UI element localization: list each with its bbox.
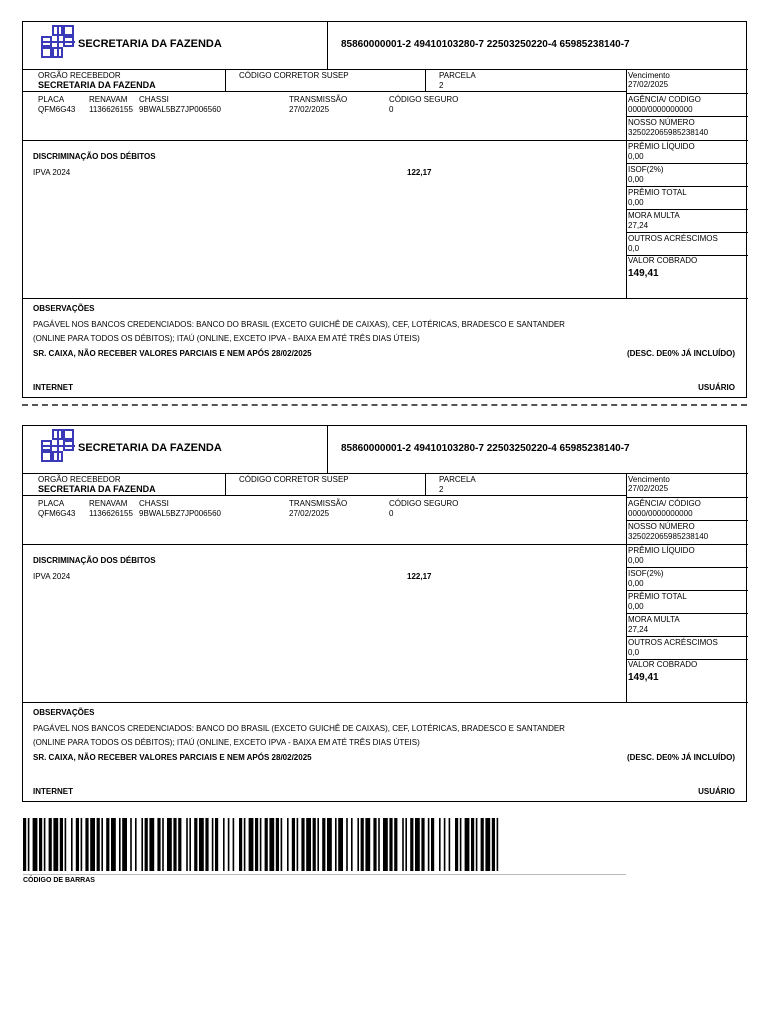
barcode-bar <box>255 818 258 871</box>
chassi-value: 9BWAL5BZ7JP006560 <box>139 509 221 518</box>
barcode-bar <box>365 818 370 871</box>
barcode-bar <box>378 818 380 871</box>
barcode-bar <box>44 818 46 871</box>
valor-cobrado-value: 149,41 <box>628 268 659 279</box>
barcode-bar <box>167 818 172 871</box>
barcode-bar <box>449 818 451 871</box>
debitos-item-label: IPVA 2024 <box>33 572 71 581</box>
observacoes-line-2: (ONLINE PARA TODOS OS DÉBITOS); ITAÚ (ONLINE, EXCETO IPVA - BAIXA EM ATÉ TRÊS DIAS ÚTEIS) <box>33 738 420 747</box>
barcode-image <box>23 818 503 871</box>
placa-label: PLACA <box>38 95 65 104</box>
usuario-label: USUÁRIO <box>698 787 735 796</box>
barcode-bar <box>141 818 143 871</box>
barcode-bar <box>53 818 58 871</box>
orgao-label: ORGÃO RECEBEDOR <box>38 71 121 80</box>
isof-value: 0,00 <box>628 175 644 184</box>
barcode-bar <box>249 818 254 871</box>
desconto-note: (DESC. DE0% JÁ INCLUÍDO) <box>626 349 735 358</box>
barcode-bar <box>351 818 353 871</box>
barcode-bar <box>90 818 95 871</box>
barcode-bar <box>405 818 407 871</box>
payment-slip-2 <box>22 425 747 802</box>
observacoes-line-1: PAGÁVEL NOS BANCOS CREDENCIADOS: BANCO DO BRASIL (EXCETO GUICHÊ DE CAIXAS), CEF, LOTÉRICAS, BRADESCO E SANTANDER <box>33 320 565 329</box>
vencimento-value: 27/02/2025 <box>628 484 669 493</box>
premio-liquido-value: 0,00 <box>628 152 644 161</box>
isof-label: ISOF(2%) <box>628 569 664 578</box>
barcode-bar <box>492 818 495 871</box>
transmissao-label: TRANSMISSÃO <box>289 499 348 508</box>
barcode-bar <box>106 818 109 871</box>
barcode-bar <box>281 818 283 871</box>
transmissao-value: 27/02/2025 <box>289 105 330 114</box>
org-title: SECRETARIA DA FAZENDA <box>78 38 222 50</box>
barcode-bar <box>119 818 121 871</box>
agencia-value: 0000/0000000000 <box>628 509 693 518</box>
barcode-bar <box>317 818 319 871</box>
barcode-bar <box>189 818 191 871</box>
barcode-bar <box>71 818 73 871</box>
observacoes-line-1: PAGÁVEL NOS BANCOS CREDENCIADOS: BANCO DO BRASIL (EXCETO GUICHÊ DE CAIXAS), CEF, LOTÉRICAS, BRADESCO E SANTANDER <box>33 724 565 733</box>
renavam-value: 1136626155 <box>89 509 133 518</box>
barcode-bar <box>431 818 434 871</box>
barcode-bar <box>465 818 470 871</box>
barcode-bar <box>205 818 208 871</box>
barcode-bar <box>145 818 148 871</box>
parcela-label: PARCELA <box>439 71 476 80</box>
vencimento-label: Vencimento <box>628 475 670 484</box>
barcode-bar <box>297 818 299 871</box>
barcode-bar <box>415 818 420 871</box>
secretaria-logo-icon <box>40 429 76 463</box>
vencimento-value: 27/02/2025 <box>628 80 669 89</box>
barcode-bar <box>28 818 30 871</box>
barcode-bar <box>444 818 446 871</box>
internet-label: INTERNET <box>33 383 73 392</box>
debitos-item-value: 122,17 <box>407 168 432 177</box>
premio-liquido-value: 0,00 <box>628 556 644 565</box>
barcode-bar <box>439 818 441 871</box>
debitos-title: DISCRIMINAÇÃO DOS DÉBITOS <box>33 152 156 161</box>
barcode-bar <box>428 818 430 871</box>
parcela-label: PARCELA <box>439 475 476 484</box>
barcode-bar <box>130 818 132 871</box>
debitos-item-label: IPVA 2024 <box>33 168 71 177</box>
barcode-bar <box>149 818 154 871</box>
barcode-bar <box>244 818 246 871</box>
outros-acrescimos-label: OUTROS ACRÉSCIMOS <box>628 638 718 647</box>
barcode-bar <box>215 818 218 871</box>
barcode-bar <box>194 818 197 871</box>
valor-cobrado-label: VALOR COBRADO <box>628 256 698 265</box>
barcode-bar <box>81 818 83 871</box>
barcode-bar <box>402 818 404 871</box>
agencia-value: 0000/0000000000 <box>628 105 693 114</box>
barcode-bar <box>421 818 424 871</box>
barcode-bar <box>276 818 279 871</box>
nosso-numero-label: NOSSO NÚMERO <box>628 118 695 127</box>
barcode-bar <box>49 818 52 871</box>
isof-label: ISOF(2%) <box>628 165 664 174</box>
valor-cobrado-value: 149,41 <box>628 672 659 683</box>
barcode-bar <box>65 818 67 871</box>
barcode-bar <box>394 818 397 871</box>
orgao-value: SECRETARIA DA FAZENDA <box>38 484 156 494</box>
agencia-label: AGÊNCIA/ CÓDIGO <box>628 499 701 508</box>
valor-cobrado-label: VALOR COBRADO <box>628 660 698 669</box>
barcode-bar <box>497 818 499 871</box>
barcode-bar <box>260 818 262 871</box>
desconto-note: (DESC. DE0% JÁ INCLUÍDO) <box>626 753 735 762</box>
renavam-label: RENAVAM <box>89 499 128 508</box>
orgao-value: SECRETARIA DA FAZENDA <box>38 80 156 90</box>
barcode-label: CÓDIGO DE BARRAS <box>23 877 95 884</box>
barcode-bar <box>60 818 63 871</box>
mora-multa-value: 27,24 <box>628 625 649 634</box>
orgao-label: ORGÃO RECEBEDOR <box>38 475 121 484</box>
barcode-bar <box>23 818 26 871</box>
org-title: SECRETARIA DA FAZENDA <box>78 442 222 454</box>
barcode-bar <box>471 818 474 871</box>
barcode-bar <box>357 818 359 871</box>
nosso-numero-value: 325022065985238140 <box>628 128 709 137</box>
premio-total-label: PRÊMIO TOTAL <box>628 592 687 601</box>
codigo-seguro-value: 0 <box>389 105 394 114</box>
placa-label: PLACA <box>38 499 65 508</box>
barcode-divider <box>23 874 626 875</box>
barcode-bar <box>269 818 274 871</box>
payment-slip-1 <box>22 21 747 398</box>
barcode-bar <box>373 818 376 871</box>
barcode-bar <box>228 818 230 871</box>
barcode-bar <box>410 818 413 871</box>
outros-acrescimos-value: 0,0 <box>628 648 640 657</box>
barcode-bar <box>76 818 79 871</box>
renavam-label: RENAVAM <box>89 95 128 104</box>
codigo-seguro-label: CÓDIGO SEGURO <box>389 95 459 104</box>
barcode-bar <box>287 818 289 871</box>
secretaria-logo-icon <box>40 25 76 59</box>
renavam-value: 1136626155 <box>89 105 133 114</box>
barcode-bar <box>97 818 100 871</box>
observacoes-line-3: SR. CAIXA, NÃO RECEBER VALORES PARCIAIS E NEM APÓS 28/02/2025 <box>33 349 312 358</box>
observacoes-line-3: SR. CAIXA, NÃO RECEBER VALORES PARCIAIS E NEM APÓS 28/02/2025 <box>33 753 312 762</box>
cut-line <box>22 404 747 406</box>
codigo-seguro-label: CÓDIGO SEGURO <box>389 499 459 508</box>
digitable-line: 85860000001-2 49410103280-7 22503250220-4 65985238140-7 <box>341 443 630 454</box>
barcode-bar <box>481 818 484 871</box>
premio-total-value: 0,00 <box>628 198 644 207</box>
barcode-bar <box>186 818 188 871</box>
barcode-bar <box>485 818 490 871</box>
transmissao-value: 27/02/2025 <box>289 509 330 518</box>
barcode-bar <box>476 818 478 871</box>
outros-acrescimos-value: 0,0 <box>628 244 640 253</box>
outros-acrescimos-label: OUTROS ACRÉSCIMOS <box>628 234 718 243</box>
isof-value: 0,00 <box>628 579 644 588</box>
debitos-title: DISCRIMINAÇÃO DOS DÉBITOS <box>33 556 156 565</box>
codigo-seguro-value: 0 <box>389 509 394 518</box>
barcode-bar <box>265 818 268 871</box>
barcode-bar <box>33 818 38 871</box>
barcode-bar <box>122 818 127 871</box>
vencimento-label: Vencimento <box>628 71 670 80</box>
barcode-bar <box>85 818 88 871</box>
mora-multa-value: 27,24 <box>628 221 649 230</box>
barcode-bar <box>383 818 388 871</box>
internet-label: INTERNET <box>33 787 73 796</box>
barcode-bar <box>301 818 304 871</box>
chassi-label: CHASSI <box>139 95 169 104</box>
barcode-bar <box>212 818 214 871</box>
placa-value: QFM6G43 <box>38 509 76 518</box>
barcode-bar <box>306 818 311 871</box>
barcode-bar <box>239 818 242 871</box>
premio-total-value: 0,00 <box>628 602 644 611</box>
observacoes-line-2: (ONLINE PARA TODOS OS DÉBITOS); ITAÚ (ONLINE, EXCETO IPVA - BAIXA EM ATÉ TRÊS DIAS ÚTEIS) <box>33 334 420 343</box>
barcode-bar <box>173 818 176 871</box>
parcela-value: 2 <box>439 485 444 494</box>
barcode-bar <box>460 818 462 871</box>
placa-value: QFM6G43 <box>38 105 76 114</box>
barcode-bar <box>135 818 137 871</box>
barcode-bar <box>223 818 225 871</box>
observacoes-title: OBSERVAÇÕES <box>33 304 95 313</box>
barcode-bar <box>327 818 332 871</box>
barcode-bar <box>313 818 316 871</box>
premio-total-label: PRÊMIO TOTAL <box>628 188 687 197</box>
barcode-bar <box>455 818 458 871</box>
barcode-bar <box>233 818 235 871</box>
chassi-value: 9BWAL5BZ7JP006560 <box>139 105 221 114</box>
agencia-label: AGÊNCIA/ CODIGO <box>628 95 701 104</box>
nosso-numero-value: 325022065985238140 <box>628 532 709 541</box>
nosso-numero-label: NOSSO NÚMERO <box>628 522 695 531</box>
barcode-bar <box>346 818 348 871</box>
mora-multa-label: MORA MULTA <box>628 211 680 220</box>
barcode-bar <box>178 818 181 871</box>
corretor-label: CÓDIGO CORRETOR SUSEP <box>239 475 349 484</box>
barcode-bar <box>322 818 325 871</box>
barcode-bar <box>335 818 337 871</box>
barcode-bar <box>389 818 392 871</box>
observacoes-title: OBSERVAÇÕES <box>33 708 95 717</box>
mora-multa-label: MORA MULTA <box>628 615 680 624</box>
barcode-bar <box>157 818 160 871</box>
barcode-bar <box>361 818 364 871</box>
barcode-bar <box>292 818 295 871</box>
premio-liquido-label: PRÊMIO LÍQUIDO <box>628 142 695 151</box>
transmissao-label: TRANSMISSÃO <box>289 95 348 104</box>
usuario-label: USUÁRIO <box>698 383 735 392</box>
corretor-label: CÓDIGO CORRETOR SUSEP <box>239 71 349 80</box>
barcode-bar <box>39 818 42 871</box>
digitable-line: 85860000001-2 49410103280-7 22503250220-4 65985238140-7 <box>341 39 630 50</box>
barcode-bar <box>111 818 116 871</box>
barcode-bar <box>162 818 164 871</box>
barcode-bar <box>199 818 204 871</box>
premio-liquido-label: PRÊMIO LÍQUIDO <box>628 546 695 555</box>
debitos-item-value: 122,17 <box>407 572 432 581</box>
chassi-label: CHASSI <box>139 499 169 508</box>
parcela-value: 2 <box>439 81 444 90</box>
barcode-bar <box>338 818 343 871</box>
barcode-bar <box>101 818 103 871</box>
